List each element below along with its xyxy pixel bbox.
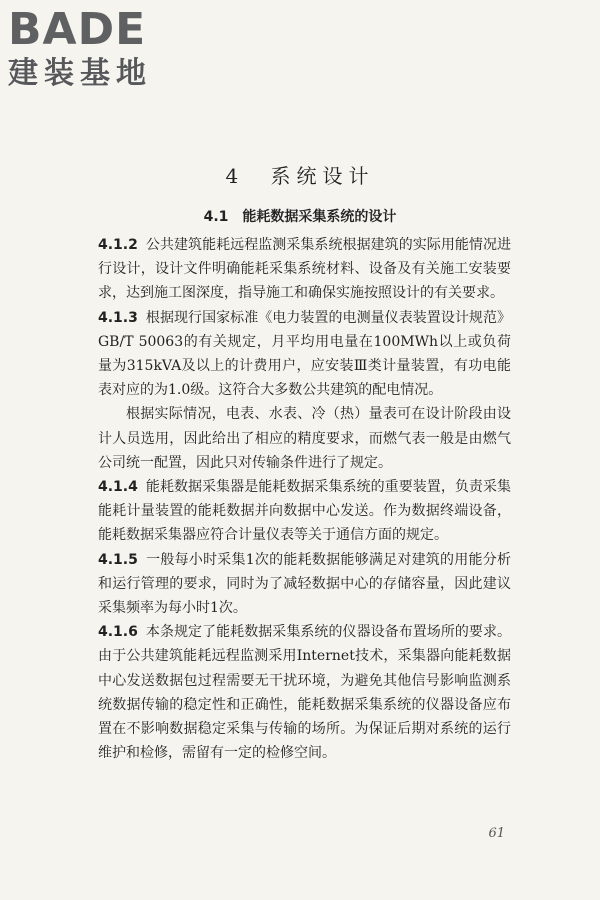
page-number: 61 bbox=[488, 826, 505, 841]
paragraph bbox=[98, 233, 511, 306]
clause-number: 4.1.2 bbox=[98, 237, 138, 253]
section-number: 4.1 bbox=[203, 209, 229, 225]
paragraph-text: 根据现行国家标准《电力装置的电测量仪表装置设计规范》GB/T 50063的有关规定，月平均用电量在100MWh以上或负荷量为315kVA及以上的计费用户，应安装Ⅲ类计量装置，有功电能表对应的为1.0级。这符合大多数公共建筑的配电情况。 bbox=[98, 309, 511, 399]
chapter-number: 4 bbox=[225, 164, 245, 188]
chapter-name: 系统设计 bbox=[270, 164, 375, 188]
paragraph bbox=[98, 620, 511, 765]
clause-number: 4.1.5 bbox=[98, 551, 138, 568]
logo-subtitle: 建装基地 bbox=[8, 56, 152, 91]
paragraph-text: 本条规定了能耗数据采集系统的仪器设备布置场所的要求。由于公共建筑能耗远程监测采用Internet技术，采集器向能耗数据中心发送数据包过程需要无干扰环境，为避免其他信号影响监测系统数据传输的稳定性和正确性，能耗数据采集系统的仪器设备应布置在不影响数据稳定采集与传输的场所。为保证后期对系统的运行维护和检修，需留有一定的检修空间。 bbox=[98, 624, 511, 762]
body-text bbox=[98, 233, 511, 765]
paragraph bbox=[98, 475, 511, 548]
section-name: 能耗数据采集系统的设计 bbox=[242, 209, 397, 225]
paragraph-text: 一般每小时采集1次的能耗数据能够满足对建筑的用能分析和运行管理的要求，同时为了减轻数据中心的存储容量，因此建议采集频率为每小时1次。 bbox=[98, 551, 511, 617]
clause-number: 4.1.6 bbox=[98, 624, 138, 641]
paragraph-text: 能耗数据采集器是能耗数据采集系统的重要装置，负责采集能耗计量装置的能耗数据并向数据中心发送。作为数据终端设备，能耗数据采集器应符合计量仪表等关于通信方面的规定。 bbox=[98, 479, 511, 544]
section-title bbox=[0, 206, 600, 226]
logo-wordmark: BADE bbox=[8, 4, 147, 55]
bade-logo bbox=[8, 4, 152, 92]
paragraph bbox=[98, 306, 511, 403]
clause-number: 4.1.3 bbox=[98, 309, 138, 326]
clause-number: 4.1.4 bbox=[98, 479, 138, 496]
chapter-title bbox=[0, 160, 600, 189]
paragraph-text: 根据实际情况，电表、水表、冷（热）量表可在设计阶段由设计人员选用，因此给出了相应的精度要求，而燃气表一般是由燃气公司统一配置，因此只对传输条件进行了规定。 bbox=[98, 406, 511, 471]
paragraph-text: 公共建筑能耗远程监测采集系统根据建筑的实际用能情况进行设计，设计文件明确能耗采集系统材料、设备及有关施工安装要求，达到施工图深度，指导施工和确保实施按照设计的有关要求。 bbox=[98, 237, 511, 302]
paragraph bbox=[98, 548, 511, 621]
paragraph bbox=[98, 402, 511, 475]
